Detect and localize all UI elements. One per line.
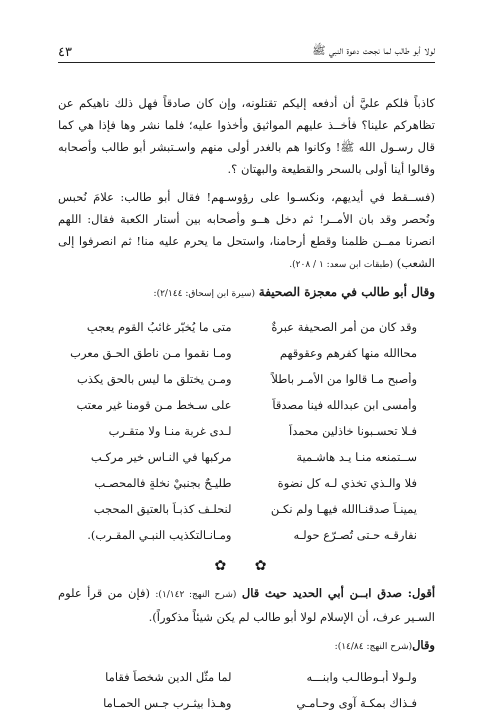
page-number: ٤٣	[58, 45, 72, 60]
verse-second-hemistich: متى ما يُخبّر غائبُ القوم يعجبِ	[86, 320, 232, 334]
verse-first-hemistich: فلا والـذي تخذي لـه كل نضوة	[277, 476, 417, 490]
verse-first-hemistich: ســتمنعه منـا يـد هاشـمية	[296, 450, 417, 464]
verse-second-hemistich: ومـانـالتكذيب النبـي المقـرب).	[87, 528, 232, 542]
quote2-paragraph	[58, 634, 435, 658]
verse	[58, 340, 417, 366]
verse-second-hemistich: ومـا نقموا مـن ناطق الحـق معرب	[70, 346, 232, 360]
verse	[58, 444, 417, 470]
paragraph-2	[58, 186, 435, 276]
section-title-text: وقال أبو طالب في معجزة الصحيفة	[258, 285, 435, 299]
verse-second-hemistich: مركبها في النـاس خير مركـب	[90, 450, 232, 464]
separator-stars: ✿ ✿	[214, 558, 279, 574]
verse	[58, 366, 417, 392]
verse-first-hemistich: فـلا تحسـبونا خاذلين محمداً	[289, 424, 417, 438]
poem-2	[58, 664, 417, 716]
paragraph-2-text: (فســقط في أيديهم، ونكسـوا على رؤوسـهم! فقال أبو طالب: علامَ نُحبس ونُحصر وقد بان الأمــر! ثم دخل هــو وأصحابه بين أستار الكعبة فقال: اللهم انصرنا ممــن ظلمنا وقطع أرحامنا، واستحل ما يحرم عليه منا! ثم انصرفوا إلى الشعب)	[58, 190, 435, 270]
verse	[58, 418, 417, 444]
verse	[58, 470, 417, 496]
verse-first-hemistich: نفارقـه حـتى تُصـرّع حولـه	[293, 528, 417, 542]
quote2-ref: (شرح النهج: ١٤/٨٤):	[334, 642, 413, 652]
verse	[58, 496, 417, 522]
verse-first-hemistich: يمينـاً صدقنـاالله فيهـا ولم نكـن	[270, 502, 417, 516]
verse-second-hemistich: طليـحٌ بجنبيْ نخلةٍ فالمحصـب	[94, 476, 232, 490]
verse-first-hemistich: ولـولا أبـوطالـب وابنـــه	[306, 670, 417, 684]
verse	[58, 664, 417, 690]
quote2-lead: وقال	[412, 638, 435, 652]
verse-second-hemistich: لما مثَّل الدين شخصاً فقاما	[105, 670, 232, 684]
section-title-ref: (سيرة ابن إسحاق: ٢/١٤٤):	[153, 289, 255, 299]
header-rule	[58, 62, 435, 63]
verse-second-hemistich: لنحلـف كذبـاً بالعتيق المحجب	[93, 502, 232, 516]
verse-second-hemistich: ومـن يختلق ما ليس بالحق يكذب	[76, 372, 232, 386]
quote-ref: (شرح النهج: ١/١٤٢):	[155, 590, 237, 600]
verse	[58, 690, 417, 716]
section-title	[58, 282, 435, 304]
verse-first-hemistich: وأمسى ابن عبدالله فينا مصدقاً	[272, 398, 417, 412]
verse	[58, 314, 417, 340]
quote-text: (فإن من قرأ علوم السـير عرف، أن الإسلام لولا أبو طالب لم يكن شيئاً مذكوراً).	[58, 586, 435, 624]
poem	[58, 314, 417, 548]
quote-paragraph	[58, 582, 435, 628]
verse	[58, 522, 417, 548]
verse-second-hemistich: وهـذا بيثـرب جـس الحمـاما	[103, 696, 232, 710]
running-header	[58, 42, 435, 60]
verse-second-hemistich: لـدى غربة منـا ولا متقـرب	[108, 424, 232, 438]
quote-lead: أقول: صدق ابــن أبي الحديد حيث قال	[241, 586, 436, 600]
verse-first-hemistich: وقد كان من أمر الصحيفة عبرةٌ	[271, 320, 417, 334]
page-body	[58, 92, 435, 716]
verse-first-hemistich: وأصبح مـا قالوا من الأمـر باطلاً	[271, 372, 417, 386]
paragraph-2-ref: (طبقات ابن سعد: ١ / ٢٠٨).	[289, 260, 394, 270]
verse-first-hemistich: فـذاك بمكـة آوى وحـامـي	[296, 696, 417, 710]
header-title: لولا أبو طالب لما نجحت دعوة النبي ﷺ	[312, 44, 435, 57]
paragraph-1: كاذباً فلكم عليَّ أن أدفعه إليكم تقتلونه، وإن كان صادقاً فهل ذلك ناهيكم عن تظاهركم علينا؟ فأخــذ عليهم المواثيق وأخذوا عليه؛ فلما نشر وها فإذا هي كما قال رسـول الله ﷺ! وكانوا هم بالغدر أولى منهم واسـتبشر أبو طالب وأصحابه وقالوا أينا أولى بالسحر والقطيعة والبهتان ؟.	[58, 96, 435, 176]
verse-first-hemistich: محاالله منها كفرهم وعقوقهم	[279, 346, 417, 360]
verse-second-hemistich: على سـخط مـن قومنا غير معتب	[76, 398, 232, 412]
verse	[58, 392, 417, 418]
